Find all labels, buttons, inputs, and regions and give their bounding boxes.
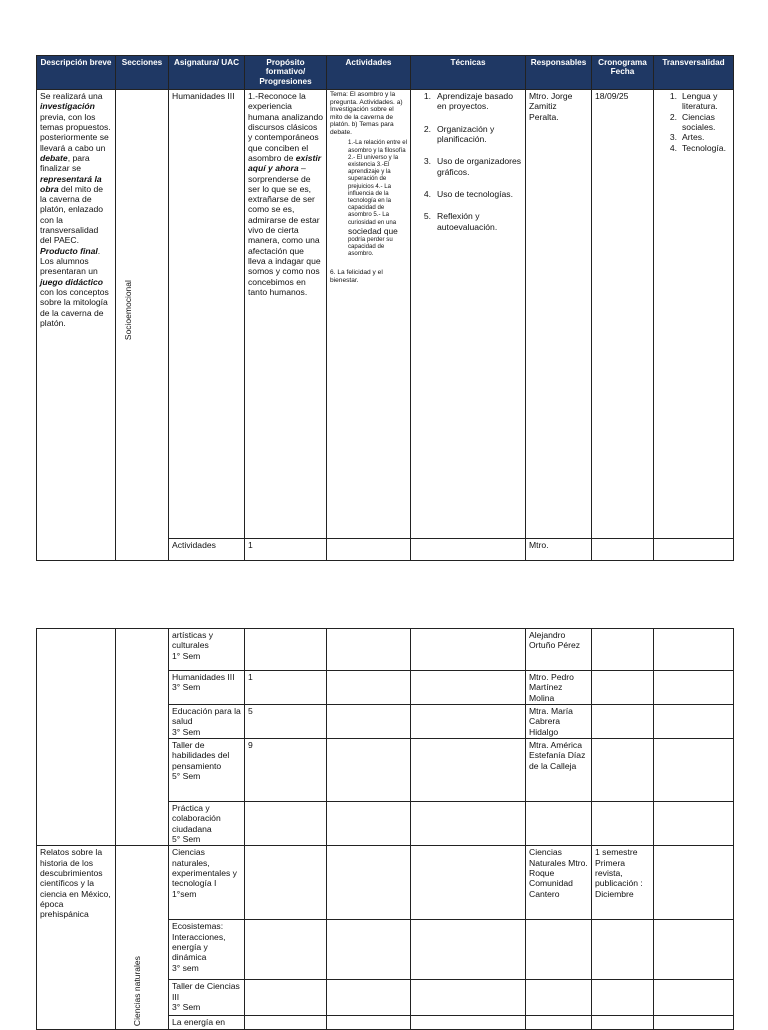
- header-techniques: Técnicas: [411, 56, 526, 90]
- technique-item: [413, 156, 522, 177]
- activities-cell: [327, 705, 411, 739]
- techniques-cell: [411, 705, 526, 739]
- subject-cell: Práctica y colaboración ciudadana 5° Sem: [169, 802, 245, 846]
- purpose-cell: [245, 980, 327, 1016]
- text-run: existir aquí y ahora: [248, 152, 322, 174]
- transversality-item: [657, 91, 730, 112]
- transversality-cell: [654, 629, 734, 671]
- technique-number: 5.: [423, 211, 431, 222]
- header-purpose: Propósito formativo/ Progresiones: [245, 56, 327, 90]
- date-cell: [592, 739, 654, 802]
- date-cell: [592, 1016, 654, 1029]
- technique-item: [413, 91, 522, 112]
- transversality-item: [657, 143, 730, 153]
- activities-cell: [327, 980, 411, 1016]
- text-run: – sorprenderse de ser lo que se es, extrañarse de ser como se es, admirarse de estar vivo de cierta manera, como una afectación que lleva a indagar que somos y como nos concebimos en tanto humanos.: [248, 163, 321, 297]
- responsible-cell: [526, 980, 592, 1016]
- responsible-cell: Mtro. Pedro Martínez Molina: [526, 671, 592, 705]
- plan-table-top: [36, 55, 734, 561]
- transversality-label: Ciencias sociales.: [682, 111, 716, 132]
- techniques-cell: [411, 920, 526, 980]
- description-cell: [37, 90, 116, 561]
- table-row: [37, 90, 734, 539]
- text-run: representará la obra: [40, 173, 102, 194]
- text-run: previa, con los temas propuestos. posteriormente se llevará a cabo un: [40, 111, 111, 153]
- purpose-cell: [245, 920, 327, 980]
- activities-cell: [327, 90, 411, 539]
- transversality-cell: [654, 802, 734, 846]
- technique-number: 1.: [423, 91, 431, 101]
- activities-cell: [327, 846, 411, 920]
- table-row: [37, 846, 734, 920]
- activities-cell: [327, 802, 411, 846]
- responsible-cell: Mtro. Jorge Zamitiz Peralta.: [526, 90, 592, 539]
- purpose-cell: 1: [245, 671, 327, 705]
- date-cell: [592, 980, 654, 1016]
- subject-cell: artísticas y culturales 1° Sem: [169, 629, 245, 671]
- transversality-cell: [654, 671, 734, 705]
- technique-number: 2.: [423, 123, 431, 134]
- activities-cell: [327, 739, 411, 802]
- transversality-cell: [654, 705, 734, 739]
- transversality-cell: [654, 90, 734, 539]
- responsible-cell: Mtra. María Cabrera Hidalgo: [526, 705, 592, 739]
- date-cell: 1 semestre Primera revista, publicación : Diciembre: [592, 846, 654, 920]
- debate-topics-big: sociedad que: [348, 225, 398, 236]
- subject-cell: Educación para la salud 3° Sem: [169, 705, 245, 739]
- transversality-number: 3.: [669, 132, 677, 143]
- text-run: investigación: [40, 101, 95, 112]
- subject-cell: Ciencias naturales, experimentales y tecnología I 1°sem: [169, 846, 245, 920]
- text-run: Se realizará una: [40, 91, 103, 101]
- transversality-cell: [654, 846, 734, 920]
- section-cell: [116, 846, 169, 1029]
- text-run: Producto final: [40, 245, 98, 256]
- header-responsible: Responsables: [526, 56, 592, 90]
- transversality-label: Artes.: [682, 132, 705, 143]
- technique-number: 3.: [423, 156, 431, 167]
- date-cell: [592, 629, 654, 671]
- technique-item: [413, 211, 522, 232]
- activity-6: 6. La felicidad y el bienestar.: [330, 269, 383, 284]
- header-subject: Asignatura/ UAC: [169, 56, 245, 90]
- activities-cell: [327, 629, 411, 671]
- technique-item: [413, 189, 522, 199]
- techniques-cell: [411, 90, 526, 539]
- purpose-cell: [245, 846, 327, 920]
- date-cell: [592, 920, 654, 980]
- technique-label: Aprendizaje basado en proyectos.: [437, 91, 513, 112]
- techniques-cell: [411, 802, 526, 846]
- text-run: , para finalizar se: [40, 152, 90, 174]
- header-transversality: Transversalidad: [654, 56, 734, 90]
- text-run: del mito de la caverna de platón, enlazado con la transversalidad del PAEC.: [40, 183, 104, 246]
- date-cell: [592, 671, 654, 705]
- debate-topics: [330, 139, 407, 257]
- section-label: Socioemocional: [122, 280, 133, 341]
- techniques-cell: [411, 846, 526, 920]
- technique-label: Uso de organizadores gráficos.: [437, 156, 522, 177]
- purpose-cell: 5: [245, 705, 327, 739]
- transversality-item: [657, 132, 730, 142]
- transversality-item: [657, 112, 730, 133]
- header-description: Descripción breve: [37, 56, 116, 90]
- techniques-cell: [411, 1016, 526, 1029]
- text-run: juego didáctico: [40, 276, 104, 287]
- purpose-cell: [245, 802, 327, 846]
- activities-cell: [327, 1016, 411, 1029]
- debate-topics-list: 1.-La relación entre el asombro y la filosofía 2.- El universo y la existencia 3.-El aprendizaje y la superación de prejuicios 4.- La influencia de la tecnología en la capacidad de asombro 5.- La curiosidad en una: [348, 139, 407, 226]
- activities-intro: Tema: El asombro y la pregunta. Actividades. a) Investigación sobre el mito de la caverna de platón. b) Temas para debate.: [330, 91, 403, 136]
- table-header-row: [37, 56, 734, 90]
- transversality-cell: [654, 980, 734, 1016]
- table-row: [37, 629, 734, 671]
- subject-cell: Humanidades III 3° Sem: [169, 671, 245, 705]
- purpose-cell: 1: [245, 539, 327, 561]
- text-run: con los conceptos sobre la mitología de la caverna de platón.: [40, 286, 109, 328]
- techniques-cell: [411, 629, 526, 671]
- technique-label: Uso de tecnologías.: [437, 188, 513, 199]
- description-cell: Relatos sobre la historia de los descubrimientos científicos y la ciencia en México, época prehispánica: [37, 846, 116, 1029]
- date-cell: [592, 705, 654, 739]
- debate-topics-tail: podría perder su capacidad de asombro.: [348, 235, 393, 258]
- transversality-number: 2.: [669, 111, 677, 122]
- purpose-cell: [245, 1016, 327, 1029]
- transversality-cell: [654, 739, 734, 802]
- technique-number: 4.: [423, 188, 431, 199]
- description-cell: [37, 629, 116, 846]
- techniques-cell: [411, 739, 526, 802]
- header-activities: Actividades: [327, 56, 411, 90]
- subject-cell: Taller de Ciencias III 3° Sem: [169, 980, 245, 1016]
- subject-cell: Taller de habilidades del pensamiento 5° Sem: [169, 739, 245, 802]
- header-schedule: Cronograma Fecha: [592, 56, 654, 90]
- responsible-cell: [526, 1016, 592, 1029]
- responsible-cell: [526, 802, 592, 846]
- subject-cell: La energía en: [169, 1016, 245, 1029]
- techniques-cell: [411, 980, 526, 1016]
- transversality-label: Tecnología.: [682, 142, 726, 153]
- section-cell: [116, 629, 169, 846]
- purpose-cell: [245, 90, 327, 539]
- technique-label: Reflexión y autoevaluación.: [437, 211, 498, 232]
- plan-table-bottom: [36, 628, 734, 1030]
- responsible-cell: Ciencias Naturales Mtro. Roque Comunidad Cantero: [526, 846, 592, 920]
- text-run: . Los alumnos presentaran un: [40, 245, 101, 277]
- subject-cell: Ecosistemas: Interacciones, energía y dinámica 3° sem: [169, 920, 245, 980]
- technique-item: [413, 124, 522, 145]
- subject-cell: Actividades: [169, 539, 245, 561]
- techniques-cell: [411, 671, 526, 705]
- purpose-cell: [245, 629, 327, 671]
- subject-cell: Humanidades III: [169, 90, 245, 539]
- transversality-label: Lengua y literatura.: [682, 91, 718, 112]
- date-cell: 18/09/25: [592, 90, 654, 539]
- responsible-cell: [526, 920, 592, 980]
- technique-label: Organización y planificación.: [437, 123, 495, 144]
- text-run: 1.-Reconoce la experiencia humana analizando discursos clásicos y contemporáneos que conciben el asombro de: [248, 91, 324, 163]
- transversality-cell: [654, 920, 734, 980]
- section-cell: [116, 90, 169, 561]
- transversality-cell: [654, 1016, 734, 1029]
- transversality-number: 1.: [669, 91, 677, 101]
- responsible-cell: Mtra. América Estefanía Díaz de la Calleja: [526, 739, 592, 802]
- responsible-cell: Mtro.: [526, 539, 592, 561]
- responsible-cell: Alejandro Ortuño Pérez: [526, 629, 592, 671]
- activities-cell: [327, 920, 411, 980]
- header-sections: Secciones: [116, 56, 169, 90]
- date-cell: [592, 802, 654, 846]
- purpose-cell: 9: [245, 739, 327, 802]
- section-label: Ciencias naturales: [131, 956, 142, 1027]
- text-run: debate: [40, 152, 68, 163]
- transversality-number: 4.: [669, 142, 677, 153]
- activities-cell: [327, 671, 411, 705]
